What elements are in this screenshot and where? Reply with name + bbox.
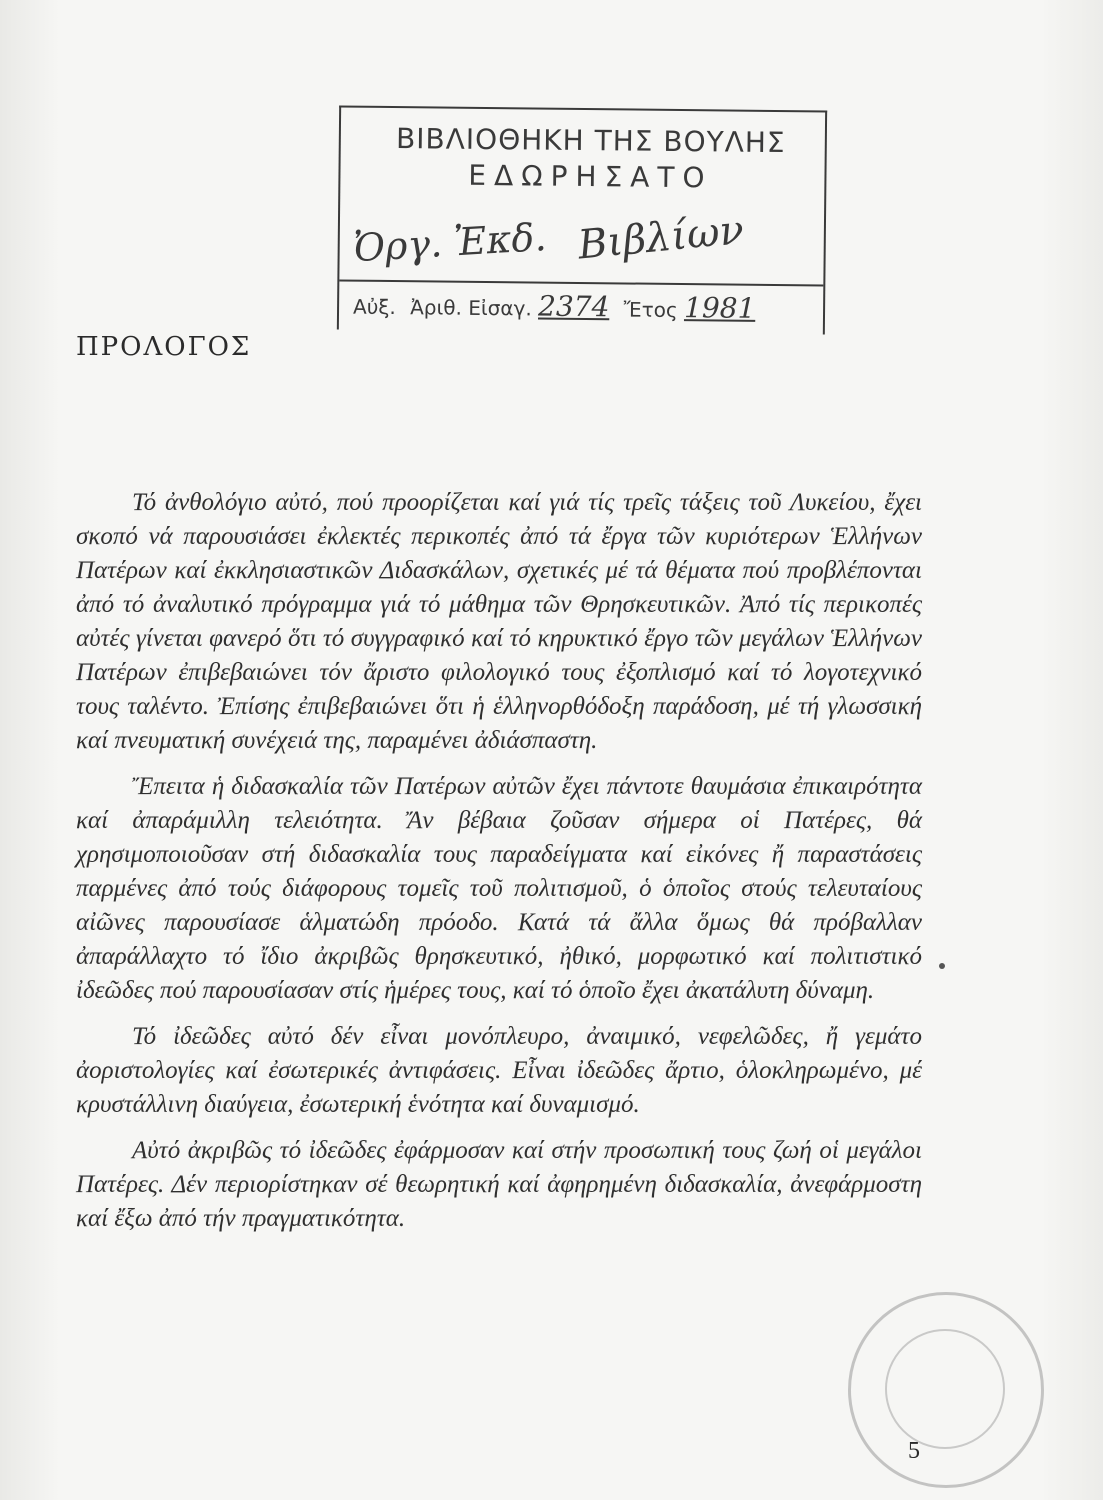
stamp-reg-year: 1981 xyxy=(683,291,756,325)
paragraph: Τό ἰδεῶδες αὐτό δέν εἶναι μονόπλευρο, ἀναιμικό, νεφελῶδες, ἤ γεμάτο ἀοριστολογίες καί ἐσωτερικές ἀντιφάσεις. Εἶναι ἰδεῶδες ἄρτιο, ὁλοκληρωμένο, μέ κρυστάλλινη διαύγεια, ἐσωτερική ἑνότητα καί δυναμισμό. xyxy=(76,1023,922,1118)
stamp-reg-number: 2374 xyxy=(537,289,610,324)
stamp-reg-label-aux: Αὐξ. xyxy=(352,294,396,320)
page-number: 5 xyxy=(908,1438,920,1464)
paragraph: Ἔπειτα ἡ διδασκαλία τῶν Πατέρων αὐτῶν ἔχει πάντοτε θαυμάσια ἐπικαιρότητα καί ἀπαράμιλλη τελειότητα. Ἄν βέβαια ζοῦσαν σήμερα οἱ Πατέρες, θά χρησιμοποιοῦσαν στή διδασκαλία τους παραδείγματα καί εἰκόνες ἤ παραστάσεις παρμένες ἀπό τούς διάφορους τομεῖς τοῦ πολιτισμοῦ, ὁ ὁποῖος στούς τελευταίους αἰῶνες παρουσίασε ἁλματώδη πρόοδο. Κατά τά ἄλλα ὅμως θά πρόβαλλαν ἀπαράλλαχτο τό ἴδιο ἀκριβῶς θρησκευτικό, ἠθικό, μορφωτικό καί πολιτιστικό ἰδεῶδες πού παρουσίασαν στίς ἡμέρες τους, καί τό ὁποῖο ἔχει ἀκατάλυτη δύναμη. xyxy=(76,773,922,1004)
stamp-handwritten-left: Ὀργ. Ἐκδ. xyxy=(352,214,548,271)
stamp-divider xyxy=(339,279,823,286)
library-seal xyxy=(848,1292,1044,1488)
seal-inner-ring xyxy=(885,1329,1005,1449)
library-stamp xyxy=(337,105,827,334)
stamp-handwritten-right: Βιβλίων xyxy=(576,207,746,269)
stamp-subtitle: ΕΔΩΡΗΣΑΤΟ xyxy=(468,158,713,195)
prologue-body xyxy=(76,486,922,1248)
margin-mark xyxy=(939,963,945,969)
stamp-reg-label-number: Ἀριθ. Εἰσαγ. xyxy=(410,295,532,321)
paragraph: Τό ἀνθολόγιο αὐτό, πού προορίζεται καί γιά τίς τρεῖς τάξεις τοῦ Λυκείου, ἔχει σκοπό νά παρουσιάσει ἐκλεκτές περικοπές ἀπό τά ἔργα τῶν κυριότερων Ἑλλήνων Πατέρων καί ἐκκλησιαστικῶν Διδασκάλων, σχετικές μέ τά θέματα πού προβλέπονται ἀπό τό ἀναλυτικό πρόγραμμα γιά τό μάθημα τῶν Θρησκευτικῶν. Ἀπό τίς περικοπές αὐτές γίνεται φανερό ὅτι τό συγγραφικό καί τό κηρυκτικό ἔργο τῶν μεγάλων Ἑλλήνων Πατέρων ἐπιβεβαιώνει τόν ἄριστο φιλολογικό τους ἐξοπλισμό καί τό λογοτεχνικό τους ταλέντο. Ἐπίσης ἐπιβεβαιώνει ὅτι ἡ ἑλληνορθόδοξη παράδοση, μέ τή γλωσσική καί πνευματική συνέχειά της, παραμένει ἀδιάσπαστη. xyxy=(76,489,922,754)
paragraph: Αὐτό ἀκριβῶς τό ἰδεῶδες ἐφάρμοσαν καί στήν προσωπική τους ζωή οἱ μεγάλοι Πατέρες. Δέν περιορίστηκαν σέ θεωρητική καί ἀφηρημένη διδασκαλία, ἀνεφάρμοστη καί ἔξω ἀπό τήν πραγματικότητα. xyxy=(76,1137,922,1232)
stamp-reg-label-year: Ἔτος xyxy=(623,297,678,323)
page-heading: ΠΡΟΛΟΓΟΣ xyxy=(76,332,252,362)
stamp-registration-line xyxy=(353,288,756,325)
stamp-title: ΒΙΒΛΙΟΘΗΚΗ ΤΗΣ ΒΟΥΛΗΣ xyxy=(395,122,786,160)
